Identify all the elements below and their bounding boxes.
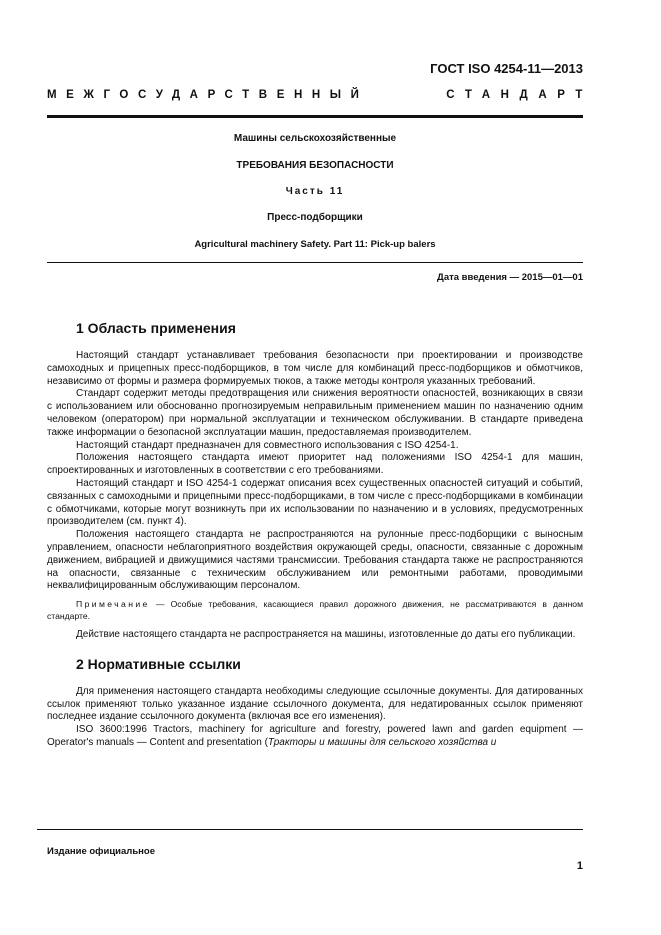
section-2-reference <box>47 724 583 750</box>
note-label: Примечание <box>76 599 150 610</box>
section-1-paragraph: Настоящий стандарт устанавливает требования безопасности при проектировании и производстве самоходных и прицепных пресс-подборщиков, в том числе для комбинаций пресс-подборщиков и обмотчиков, независимо от формы и размера формируемых тюков, а также методы контроля указанных требований. <box>47 350 583 387</box>
section-2-paragraph: Для применения настоящего стандарта необходимы следующие ссылочные документы. Для датированных ссылок применяют только указанное издание ссылочного документа, для недатированных ссылок применяют последнее издание ссылочного документа (включая все его изменения). <box>47 685 583 723</box>
title-line-2: ТРЕБОВАНИЯ БЕЗОПАСНОСТИ <box>236 160 394 171</box>
edition-label: Издание официальное <box>47 846 155 857</box>
page-number: 1 <box>576 860 583 872</box>
standard-type-banner <box>47 89 593 101</box>
title-part: Часть 11 <box>285 186 345 197</box>
title-subject: Пресс-подборщики <box>267 212 363 223</box>
header-rule <box>47 115 583 118</box>
section-1-paragraph: Положения настоящего стандарта не распространяются на рулонные пресс-подборщики с выносным управлением, опасности неблагоприятного воздействия окружающей среды, опасности, связанные с дорожным движением, вибрацией и движущимися частями трансмиссии. Требования стандарта также не распространяются на опасности, связанные с техническим обслуживанием или ремонтными работами, проводимыми неквалифицированным обслуживающим персоналом. <box>47 529 583 592</box>
reference-translation: Тракторы и машины для сельского хозяйства и <box>267 736 497 748</box>
title-rule <box>47 262 583 263</box>
title-line-1: Машины сельскохозяйственные <box>233 133 397 144</box>
section-1-final-paragraph: Действие настоящего стандарта не распространяется на машины, изготовленные до даты его публикации. <box>76 628 576 640</box>
effective-date: Дата введения — 2015—01—01 <box>437 272 583 283</box>
title-english: Agricultural machinery Safety. Part 11: Pick-up balers <box>194 239 436 250</box>
section-1-paragraph: Настоящий стандарт и ISO 4254-1 содержат описания всех существенных опасностей ситуаций и событий, связанных с самоходными и прицепными пресс-подборщиками, в том числе с пресс-подборщиками в комбинации с обмотчиками, которые могут возникнуть при их использовании по назначению и в условиях, предусмотренных производителем (см. пункт 4). <box>47 477 583 528</box>
section-1-note <box>47 599 583 622</box>
section-1-paragraph: Настоящий стандарт предназначен для совместного использования с ISO 4254-1. <box>76 439 459 451</box>
banner-interstate: МЕЖГОСУДАРСТВЕННЫЙ <box>47 89 369 101</box>
banner-standard: СТАНДАРТ <box>446 89 593 101</box>
note-text: — Особые требования, касающиеся правил дорожного движения, не рассматриваются в данном стандарте. <box>47 599 583 621</box>
section-2-heading: 2 Нормативные ссылки <box>76 655 241 672</box>
document-body <box>47 320 583 750</box>
standard-code: ГОСТ ISO 4254-11—2013 <box>430 61 583 76</box>
footer-rule <box>37 829 583 830</box>
section-1-paragraph: Положения настоящего стандарта имеют приоритет над положениями ISO 4254-1 для машин, спроектированных и изготовленных в соответствии с его требованиями. <box>47 452 583 477</box>
reference-text: ISO 3600:1996 Tractors, machinery for agriculture and forestry, powered lawn and garden equipment — Operator's manuals — Content and presentation ( <box>47 724 583 748</box>
section-1-paragraph: Стандарт содержит методы предотвращения или снижения вероятности опасностей, возникающих в связи с использованием или обоснованно прогнозируемым неправильным применением машин по назначению одним человеком (оператором) при нормальной эксплуатации и техническом обслуживании. В стандарте приведена также информации о безопасной эксплуатации машин, предоставляемая производителем. <box>47 388 583 438</box>
section-1-heading: 1 Область применения <box>76 320 236 336</box>
